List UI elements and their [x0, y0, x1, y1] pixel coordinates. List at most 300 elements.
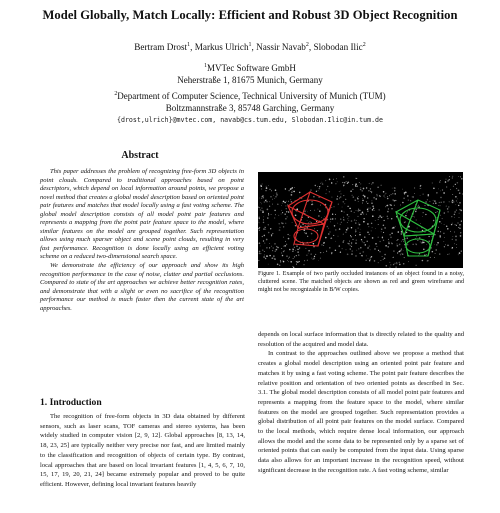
point-cloud-dot — [371, 230, 372, 231]
point-cloud-dot — [259, 217, 260, 218]
point-cloud-dot — [264, 201, 266, 203]
point-cloud-dot — [447, 180, 448, 181]
point-cloud-dot — [388, 243, 389, 244]
point-cloud-dot — [343, 234, 344, 235]
point-cloud-dot — [372, 206, 374, 208]
point-cloud-dot — [437, 211, 438, 212]
point-cloud-dot — [459, 192, 461, 194]
point-cloud-dot — [269, 206, 270, 207]
point-cloud-dot — [305, 248, 306, 249]
point-cloud-dot — [445, 181, 447, 183]
point-cloud-dot — [258, 207, 259, 208]
point-cloud-dot — [367, 209, 369, 211]
paper-title: Model Globally, Match Locally: Efficient and Robust 3D Object Recognition — [42, 8, 458, 22]
point-cloud-dot — [460, 235, 462, 237]
point-cloud-dot — [449, 179, 450, 180]
point-cloud-dot — [416, 219, 417, 220]
point-cloud-dot — [452, 177, 453, 178]
point-cloud-dot — [376, 194, 377, 195]
abstract-body — [40, 168, 244, 313]
point-cloud-dot — [329, 247, 330, 248]
point-cloud-dot — [342, 207, 343, 208]
point-cloud-dot — [453, 186, 454, 187]
point-cloud-dot — [299, 261, 300, 262]
point-cloud-dot — [377, 195, 378, 196]
wireframe-ring — [406, 239, 430, 253]
point-cloud-dot — [290, 235, 291, 236]
point-cloud-dot — [404, 194, 405, 195]
point-cloud-dot — [362, 241, 363, 242]
point-cloud-dot — [353, 196, 354, 197]
point-cloud-dot — [370, 257, 371, 258]
point-cloud-dot — [311, 233, 313, 235]
point-cloud-dot — [339, 245, 340, 246]
point-cloud-dot — [355, 229, 356, 230]
point-cloud-dot — [443, 192, 445, 194]
point-cloud-dot — [367, 197, 368, 198]
point-cloud-dot — [445, 179, 446, 180]
point-cloud-dot — [450, 189, 451, 190]
point-cloud-dot — [297, 249, 298, 250]
point-cloud-dot — [378, 219, 379, 220]
point-cloud-dot — [356, 240, 357, 241]
point-cloud-dot — [385, 193, 386, 194]
point-cloud-dot — [273, 257, 274, 258]
point-cloud-dot — [276, 246, 277, 247]
point-cloud-dot — [372, 237, 374, 239]
point-cloud-dot — [262, 210, 263, 211]
point-cloud-dot — [283, 237, 284, 238]
point-cloud-dot — [433, 220, 435, 222]
point-cloud-dot — [421, 188, 422, 189]
point-cloud-dot — [319, 186, 320, 187]
point-cloud-dot — [290, 261, 292, 263]
point-cloud-dot — [307, 220, 308, 221]
affiliation-marker: 1 — [204, 63, 208, 69]
point-cloud-dot — [426, 254, 427, 255]
point-cloud-dot — [442, 218, 443, 219]
point-cloud-dot — [268, 213, 269, 214]
point-cloud-dot — [459, 209, 461, 211]
point-cloud-dot — [292, 266, 293, 267]
point-cloud-dot — [345, 231, 346, 232]
point-cloud-dot — [285, 218, 287, 220]
point-cloud-dot — [394, 187, 395, 188]
point-cloud-dot — [460, 232, 461, 233]
point-cloud-dot — [461, 221, 462, 222]
point-cloud-dot — [402, 239, 403, 240]
point-cloud-dot — [457, 222, 458, 223]
point-cloud-dot — [445, 244, 446, 245]
point-cloud-dot — [378, 224, 379, 225]
wireframe-ring — [400, 208, 436, 232]
point-cloud-dot — [278, 223, 279, 224]
point-cloud-dot — [304, 232, 305, 233]
point-cloud-dot — [292, 190, 293, 191]
point-cloud-dot — [267, 217, 268, 218]
point-cloud-dot — [397, 252, 398, 253]
point-cloud-dot — [360, 187, 361, 188]
point-cloud-dot — [279, 265, 280, 266]
point-cloud-dot — [344, 203, 345, 204]
wireframe-face — [396, 200, 440, 236]
point-cloud-dot — [405, 192, 406, 193]
point-cloud-dot — [384, 220, 385, 221]
point-cloud-dot — [391, 208, 392, 209]
point-cloud-dot — [403, 241, 404, 242]
point-cloud-dot — [335, 241, 336, 242]
point-cloud-dot — [338, 236, 339, 237]
point-cloud-dot — [330, 218, 331, 219]
point-cloud-dot — [423, 242, 425, 244]
point-cloud-dot — [449, 201, 450, 202]
point-cloud-dot — [372, 227, 373, 228]
point-cloud-dot — [348, 243, 350, 245]
point-cloud-dot — [259, 242, 261, 244]
point-cloud-dot — [350, 190, 352, 192]
point-cloud-dot — [263, 228, 264, 229]
point-cloud-dot — [321, 244, 322, 245]
point-cloud-dot — [384, 254, 386, 256]
point-cloud-dot — [273, 247, 274, 248]
point-cloud-dot — [318, 215, 319, 216]
point-cloud-dot — [283, 261, 284, 262]
point-cloud-dot — [371, 223, 372, 224]
point-cloud-dot — [455, 204, 456, 205]
point-cloud-dot — [286, 211, 287, 212]
point-cloud-dot — [451, 216, 452, 217]
point-cloud-dot — [384, 257, 386, 259]
point-cloud-dot — [459, 228, 460, 229]
point-cloud-dot — [287, 260, 288, 261]
point-cloud-dot — [420, 195, 421, 196]
point-cloud-dot — [284, 245, 285, 246]
point-cloud-dot — [288, 258, 289, 259]
point-cloud-dot — [451, 201, 452, 202]
point-cloud-dot — [314, 256, 315, 257]
point-cloud-dot — [325, 180, 326, 181]
point-cloud-dot — [434, 234, 435, 235]
wireframe-ring — [294, 229, 318, 243]
point-cloud-dot — [399, 262, 400, 263]
point-cloud-dot — [266, 255, 268, 257]
point-cloud-dot — [381, 231, 382, 232]
point-cloud-dot — [420, 185, 421, 186]
point-cloud-dot — [332, 214, 333, 215]
point-cloud-dot — [456, 247, 457, 248]
point-cloud-dot — [371, 193, 372, 194]
point-cloud-dot — [286, 255, 288, 257]
point-cloud-dot — [277, 204, 279, 206]
point-cloud-dot — [358, 228, 359, 229]
point-cloud-dot — [460, 210, 462, 212]
point-cloud-dot — [361, 240, 362, 241]
point-cloud-dot — [333, 179, 334, 180]
point-cloud-dot — [367, 203, 368, 204]
point-cloud-dot — [268, 214, 269, 215]
point-cloud-dot — [435, 253, 436, 254]
body-paragraph: In contrast to the approaches outlined above we propose a method that creates a global model description using an oriented point pair feature and matches it by using a fast voting scheme. The point pair feature describes the relative position and orientation of two oriented points as described in Sec. 3.1. The global model description consists of all model point pair features and represents a mapping from the feature space to the model, where similar features on the model are grouped together. Such representation provides a global distribution of all point pair features on the model surface. Compared to the local methods, which require dense local information, our approach allows the model and the scene data to be represented only by a sparse set of oriented points that can easily be computed from the input data. Using sparse data also allows for an important increase in the recognition speed, without significant decrease in the recognition rate. A fast voting scheme, similar — [258, 350, 464, 474]
point-cloud-dot — [346, 249, 347, 250]
point-cloud-dot — [427, 194, 429, 196]
abstract-paragraph: This paper addresses the problem of recognizing free-form 3D objects in point clouds. Compared to traditional approaches based on point descriptors, which depend on local information around points, we propose a novel method that creates a global model description based on oriented point pair features and matches that model locally using a fast voting scheme. The global model description consists of all model point pair features and represents a mapping from the point pair feature space to the model, where similar features on the model are grouped together. Such representation allows using much sparser object and scene point clouds, resulting in very fast performance. Recognition is done locally using an efficient voting scheme on a reduced two-dimensional search space. — [40, 168, 244, 261]
point-cloud-dot — [399, 251, 401, 253]
point-cloud-dot — [347, 227, 348, 228]
point-cloud-dot — [263, 256, 265, 258]
point-cloud-dot — [374, 248, 376, 250]
point-cloud-dot — [289, 257, 290, 258]
point-cloud-dot — [296, 255, 297, 256]
point-cloud-dot — [345, 199, 346, 200]
point-cloud-dot — [363, 188, 365, 190]
point-cloud-dot — [343, 241, 344, 242]
point-cloud-dot — [424, 205, 425, 206]
point-cloud-dot — [449, 253, 450, 254]
point-cloud-dot — [288, 201, 289, 202]
point-cloud-dot — [356, 250, 357, 251]
point-cloud-dot — [401, 241, 402, 242]
point-cloud-dot — [410, 200, 411, 201]
point-cloud-dot — [282, 212, 283, 213]
point-cloud-dot — [361, 190, 362, 191]
point-cloud-dot — [364, 196, 366, 198]
point-cloud-dot — [455, 184, 456, 185]
point-cloud-dot — [419, 237, 421, 239]
point-cloud-dot — [454, 217, 455, 218]
point-cloud-dot — [366, 214, 367, 215]
point-cloud-dot — [259, 207, 260, 208]
point-cloud-dot — [412, 196, 413, 197]
point-cloud-dot — [319, 188, 320, 189]
point-cloud-dot — [331, 207, 332, 208]
point-cloud-dot — [428, 236, 429, 237]
point-cloud-dot — [447, 228, 448, 229]
point-cloud-dot — [448, 206, 449, 207]
point-cloud-dot — [363, 213, 364, 214]
point-cloud-dot — [274, 217, 275, 218]
point-cloud-dot — [393, 264, 395, 266]
point-cloud-dot — [395, 200, 396, 201]
point-cloud-dot — [340, 219, 341, 220]
point-cloud-dot — [363, 218, 364, 219]
point-cloud-dot — [455, 224, 456, 225]
point-cloud-dot — [452, 239, 453, 240]
section-heading-introduction: 1. Introduction — [40, 397, 102, 408]
point-cloud-dot — [390, 237, 392, 239]
point-cloud-dot — [349, 208, 351, 210]
point-cloud-dot — [371, 200, 372, 201]
point-cloud-dot — [277, 247, 279, 249]
point-cloud-dot — [369, 234, 370, 235]
point-cloud-dot — [460, 176, 461, 177]
point-cloud-dot — [381, 217, 382, 218]
point-cloud-dot — [311, 222, 312, 223]
point-cloud-dot — [282, 255, 284, 257]
wireframe-edge — [428, 210, 440, 256]
point-cloud-dot — [440, 191, 441, 192]
point-cloud-dot — [354, 219, 355, 220]
point-cloud-dot — [383, 191, 385, 193]
point-cloud-dot — [304, 211, 306, 213]
point-cloud-dot — [457, 182, 459, 184]
point-cloud-dot — [459, 224, 460, 225]
point-cloud-dot — [368, 208, 369, 209]
point-cloud-dot — [444, 224, 445, 225]
point-cloud-dot — [374, 260, 376, 262]
point-cloud-dot — [288, 211, 290, 213]
point-cloud-dot — [379, 241, 380, 242]
point-cloud-dot — [340, 224, 341, 225]
point-cloud-dot — [284, 202, 285, 203]
point-cloud-dot — [293, 258, 294, 259]
right-column-text — [258, 330, 464, 476]
point-cloud-dot — [263, 240, 264, 241]
point-cloud-dot — [333, 235, 334, 236]
wireframe-edge — [288, 206, 324, 224]
point-cloud-dot — [308, 253, 309, 254]
point-cloud-dot — [263, 222, 265, 224]
point-cloud-dot — [258, 220, 259, 221]
point-cloud-dot — [259, 218, 260, 219]
scene-clutter — [258, 176, 463, 268]
point-cloud-dot — [287, 216, 288, 217]
point-cloud-dot — [367, 223, 369, 225]
point-cloud-dot — [389, 234, 390, 235]
point-cloud-dot — [368, 190, 369, 191]
point-cloud-dot — [390, 204, 391, 205]
point-cloud-dot — [368, 248, 369, 249]
point-cloud-dot — [435, 202, 437, 204]
point-cloud-dot — [340, 196, 341, 197]
point-cloud-dot — [378, 209, 379, 210]
point-cloud-dot — [362, 200, 364, 202]
point-cloud-dot — [280, 261, 281, 262]
point-cloud-dot — [317, 230, 318, 231]
point-cloud-dot — [376, 246, 377, 247]
point-cloud-dot — [355, 255, 357, 257]
matched-object-green — [396, 200, 440, 256]
point-cloud-dot — [343, 176, 344, 177]
point-cloud-dot — [259, 251, 261, 253]
point-cloud-dot — [360, 214, 362, 216]
affiliation-address: Boltzmannstraße 3, 85748 Garching, Germany — [165, 103, 335, 113]
point-cloud-dot — [380, 260, 381, 261]
point-cloud-dot — [311, 201, 312, 202]
point-cloud-dot — [275, 251, 276, 252]
point-cloud-dot — [343, 240, 344, 241]
point-cloud-dot — [295, 214, 297, 216]
abstract-heading: Abstract — [121, 150, 159, 161]
point-cloud-dot — [444, 237, 445, 238]
point-cloud-dot — [361, 255, 363, 257]
point-cloud-dot — [395, 193, 396, 194]
point-cloud-dot — [272, 233, 273, 234]
point-cloud-dot — [399, 244, 401, 246]
point-cloud-dot — [294, 247, 295, 248]
point-cloud-dot — [388, 208, 389, 209]
point-cloud-dot — [359, 210, 360, 211]
point-cloud-dot — [341, 210, 343, 212]
point-cloud-dot — [267, 209, 269, 211]
point-cloud-dot — [329, 179, 331, 181]
point-cloud-dot — [308, 201, 309, 202]
point-cloud-dot — [383, 224, 385, 226]
point-cloud-dot — [339, 197, 340, 198]
point-cloud-dot — [351, 236, 352, 237]
point-cloud-dot — [417, 240, 418, 241]
point-cloud-dot — [260, 245, 261, 246]
point-cloud-dot — [344, 182, 345, 183]
point-cloud-dot — [427, 199, 428, 200]
point-cloud-dot — [266, 187, 268, 189]
point-cloud-dot — [360, 247, 362, 249]
point-cloud-dot — [461, 250, 462, 251]
point-cloud-dot — [385, 206, 386, 207]
point-cloud-dot — [440, 205, 441, 206]
point-cloud-dot — [382, 237, 383, 238]
point-cloud-dot — [285, 205, 286, 206]
point-cloud-dot — [373, 197, 375, 199]
point-cloud-dot — [366, 256, 367, 257]
point-cloud-dot — [452, 236, 453, 237]
point-cloud-dot — [271, 214, 272, 215]
point-cloud-dot — [359, 253, 360, 254]
point-cloud-dot — [350, 249, 351, 250]
point-cloud-dot — [404, 233, 405, 234]
point-cloud-dot — [388, 239, 389, 240]
point-cloud-dot — [454, 211, 456, 213]
point-cloud-dot — [400, 205, 401, 206]
point-cloud-dot — [352, 189, 353, 190]
point-cloud-dot — [325, 237, 327, 239]
point-cloud-dot — [337, 223, 338, 224]
point-cloud-dot — [452, 248, 453, 249]
point-cloud-dot — [408, 227, 409, 228]
point-cloud-dot — [304, 264, 305, 265]
point-cloud-dot — [273, 195, 274, 196]
point-cloud-dot — [373, 208, 374, 209]
point-cloud-dot — [370, 259, 371, 260]
point-cloud-dot — [286, 208, 287, 209]
point-cloud-dot — [339, 191, 340, 192]
point-cloud-dot — [368, 258, 369, 259]
author-name: Nassir Navab — [256, 42, 306, 52]
point-cloud-dot — [310, 253, 312, 255]
point-cloud-dot — [387, 216, 388, 217]
point-cloud-dot — [270, 196, 272, 198]
point-cloud-dot — [457, 199, 458, 200]
point-cloud-dot — [346, 229, 348, 231]
point-cloud-dot — [383, 232, 384, 233]
point-cloud-dot — [351, 227, 352, 228]
point-cloud-dot — [453, 201, 454, 202]
point-cloud-dot — [363, 221, 365, 223]
point-cloud-dot — [296, 211, 297, 212]
point-cloud-dot — [272, 204, 273, 205]
point-cloud-dot — [416, 236, 417, 237]
point-cloud-dot — [355, 200, 356, 201]
point-cloud-dot — [299, 247, 300, 248]
point-cloud-dot — [342, 182, 343, 183]
point-cloud-dot — [266, 201, 267, 202]
point-cloud-dot — [276, 192, 278, 194]
point-cloud-dot — [340, 193, 341, 194]
point-cloud-dot — [259, 198, 260, 199]
point-cloud-dot — [258, 228, 259, 229]
point-cloud-dot — [269, 189, 270, 190]
point-cloud-dot — [354, 212, 355, 213]
point-cloud-dot — [370, 188, 371, 189]
